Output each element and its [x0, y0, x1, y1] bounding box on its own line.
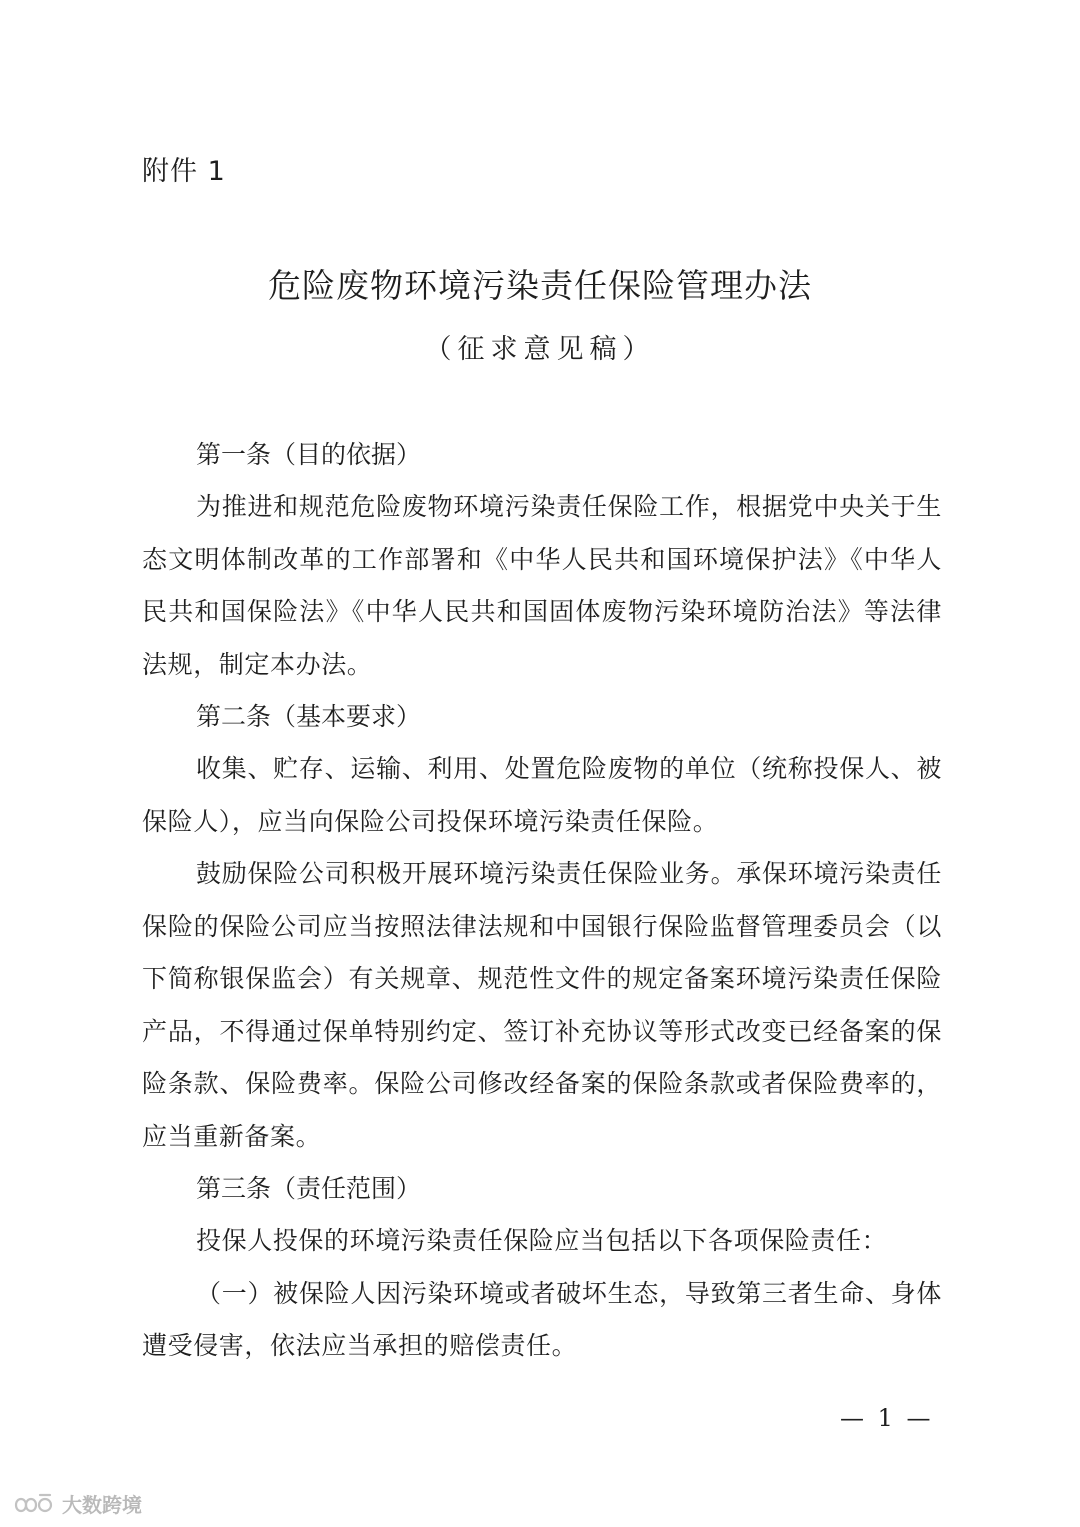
article-3: [142, 1163, 942, 1373]
article-paragraph: 投保人投保的环境污染责任保险应当包括以下各项保险责任：: [196, 1226, 888, 1255]
watermark: [12, 1488, 142, 1518]
watermark-logo-icon: [12, 1490, 56, 1516]
article-heading: 第三条（责任范围）: [196, 1174, 422, 1203]
article-paragraph: 为推进和规范危险废物环境污染责任保险工作，根据党中央关于生态文明体制改革的工作部署和《中华人民共和国环境保护法》《中华人民共和国保险法》《中华人民共和国固体废物污染环境防治法》等法律法规，制定本办法。: [142, 492, 942, 679]
article-2: [142, 691, 942, 1163]
article-paragraph: （一）被保险人因污染环境或者破坏生态，导致第三者生命、身体遭受侵害，依法应当承担的赔偿责任。: [142, 1278, 942, 1360]
attachment-label: 附件 1: [142, 156, 226, 187]
document-subtitle: （征求意见稿）: [424, 334, 656, 365]
document-body: [142, 429, 942, 1373]
document-title: 危险废物环境污染责任保险管理办法: [268, 266, 812, 305]
article-paragraph: 收集、贮存、运输、利用、处置危险废物的单位（统称投保人、被保险人），应当向保险公司投保环境污染责任保险。: [142, 754, 942, 836]
article-paragraph: 鼓励保险公司积极开展环境污染责任保险业务。承保环境污染责任保险的保险公司应当按照法律法规和中国银行保险监督管理委员会（以下简称银保监会）有关规章、规范性文件的规定备案环境污染责任保险产品，不得通过保单特别约定、签订补充协议等形式改变已经备案的保险条款、保险费率。保险公司修改经备案的保险条款或者保险费率的，应当重新备案。: [142, 859, 942, 1151]
page-number: — 1 —: [840, 1404, 934, 1432]
article-heading: 第二条（基本要求）: [196, 702, 422, 731]
article-heading: 第一条（目的依据）: [196, 440, 422, 469]
watermark-text: 大数跨境: [62, 1492, 142, 1517]
article-1: [142, 429, 942, 691]
